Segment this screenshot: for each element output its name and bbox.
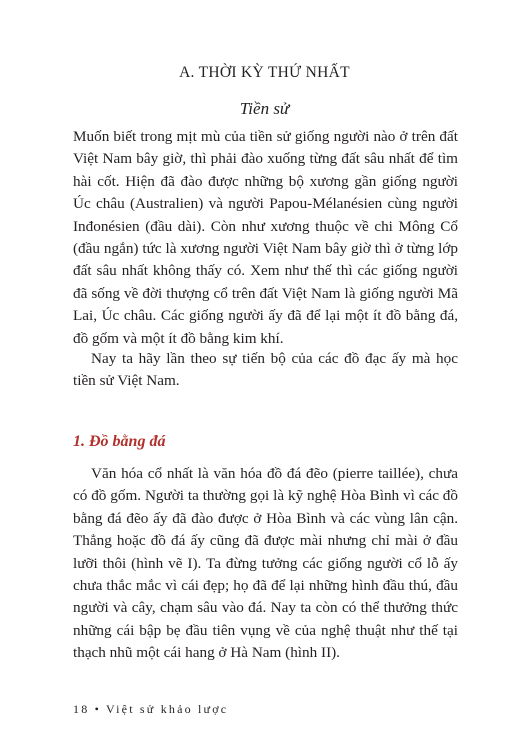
paragraph-3: Văn hóa cổ nhất là văn hóa đồ đá đẽo (pierre taillée), chưa có đồ gốm. Người ta thường gọi là kỹ nghệ Hòa Bình vì các đồ bằng đá đẽo ấy đã đào được ở Hòa Bình và các vùng lân cận. Thẳng hoặc đồ đá ấy cũng đã được mài nhưng chỉ mài ở đầu lưỡi thôi (hình vẽ I). Ta đừng tưởng các giống người cổ lỗ ấy chưa thắc mắc vì cái đẹp; họ đã để lại những hình đầu thú, đầu người và cây, chạm sâu vào đá. Nay ta còn có thể thưởng thức những cái bập bẹ đầu tiên vụng về của nghệ thuật như thế tại thạch nhũ một cái hang ở Hà Nam (hình II). (73, 465, 458, 662)
subtitle: Tiền sử (239, 99, 290, 118)
section-heading: 1. Đồ bằng đá (73, 433, 166, 450)
paragraph-1: Muốn biết trong mịt mù của tiền sử giống người nào ở trên đất Việt Nam bây giờ, thì phải đào xuống từng đất sâu nhất để tìm hài cốt. Hiện đã đào được những bộ xương gần giống người Úc châu (Australien) và người Papou-Mélanésien cùng người Inđonésien (đầu dài). Còn như xương thuộc về chi Mông Cổ (đầu ngắn) tức là xương người Việt Nam bây giờ thì ở từng lớp đất sâu nhất không thấy có. Xem như thế thì các giống người đã sống về đời thượng cổ trên đất Việt Nam là giống người Mã Lai, Úc châu. Các giống người ấy đã để lại một ít đồ bằng đá, đồ gốm và một ít đồ bằng kim khí. (73, 128, 458, 347)
page-footer: 18 • Việt sử khảo lược (73, 702, 229, 716)
paragraph-2: Nay ta hãy lần theo sự tiến bộ của các đồ đạc ấy mà học tiền sử Việt Nam. (73, 350, 458, 390)
section-title: A. THỜI KỲ THỨ NHẤT (179, 64, 350, 81)
